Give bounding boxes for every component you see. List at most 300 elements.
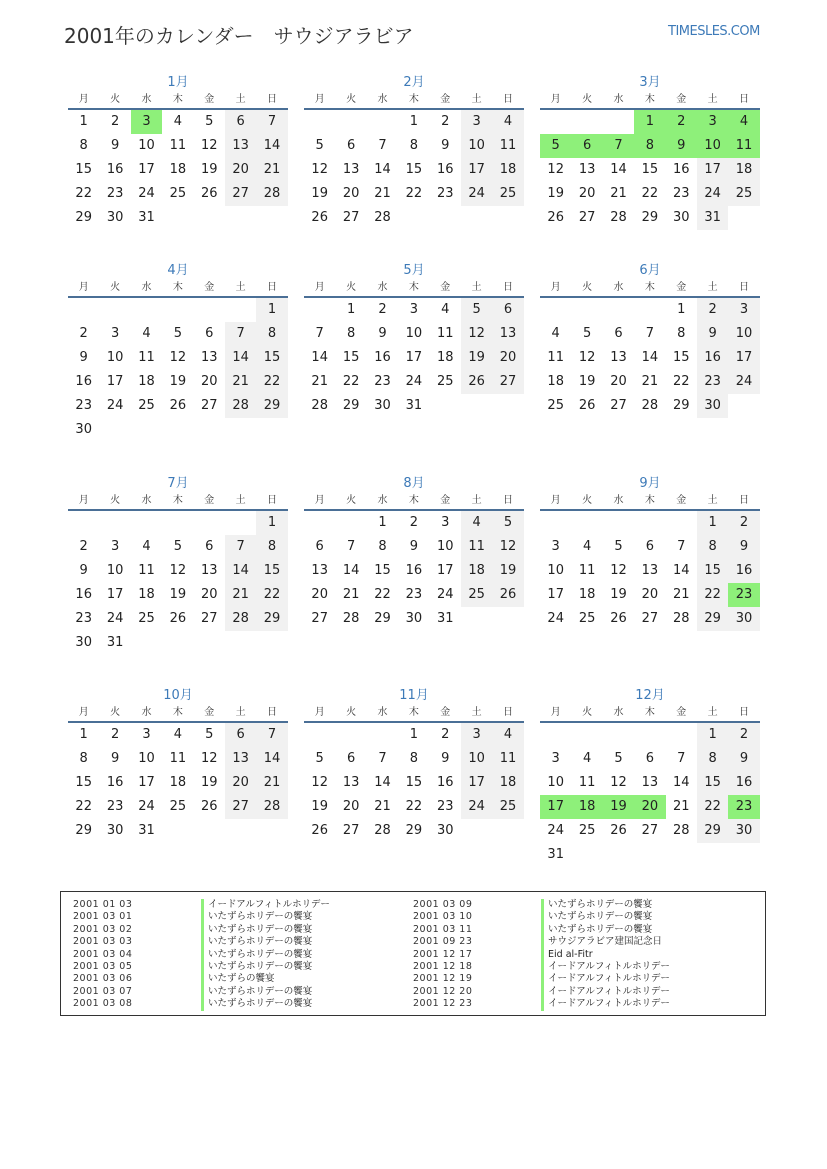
weekday-header [304,705,524,723]
week-row [304,206,524,230]
day-cell: 2 [441,727,450,742]
holiday-name: Eid al-Fitr [541,949,593,961]
day-cell: 28 [374,823,391,838]
day-cell: 3 [728,298,759,322]
weekday-label: 水 [377,495,388,506]
day-cell: 14 [225,346,256,370]
day-cell: 6 [492,298,523,322]
week-row [68,535,288,559]
day-cell: 1 [677,302,686,317]
week-row [540,298,760,322]
empty-cell [194,206,225,230]
weekday-label: 月 [314,282,325,293]
day-cell: 19 [578,374,596,389]
day-cell: 24 [106,611,124,626]
week-row [68,394,288,418]
holiday-date: 2001 03 05 [73,960,133,972]
day-cell: 9 [110,751,120,766]
day-cell: 17 [540,795,571,819]
day-cell: 10 [728,322,759,346]
weekday-label: 金 [204,282,215,293]
weekday-label: 金 [204,495,215,506]
weekday-header [540,280,760,298]
empty-cell [225,631,256,655]
day-cell: 14 [311,350,328,365]
weekday-label: 金 [440,94,451,105]
empty-cell [430,206,461,230]
legend-row [413,961,670,973]
holiday-date: 2001 01 03 [73,899,133,910]
day-cell: 15 [75,775,92,790]
day-cell: 1 [409,114,418,129]
day-cell: 28 [256,182,287,206]
week-row [540,206,760,230]
empty-cell [540,723,571,747]
day-cell: 6 [225,723,256,747]
day-cell: 23 [728,795,759,819]
month-6 [540,262,760,418]
day-cell: 8 [409,138,418,153]
weekday-label: 月 [314,707,325,718]
day-cell: 30 [728,819,759,843]
weekday-header [304,493,524,511]
day-cell: 19 [311,186,328,201]
holiday-name: いたずらホリデーの饗宴 [201,998,312,1010]
day-cell: 14 [256,134,287,158]
day-cell: 26 [200,799,218,814]
day-cell: 10 [461,747,492,771]
weekday-label: 金 [676,495,687,506]
empty-cell [304,298,335,322]
empty-cell [571,843,602,867]
day-cell: 21 [374,186,391,201]
day-cell: 7 [677,539,686,554]
holiday-name: いたずらホリデーの饗宴 [201,924,312,936]
weekday-label: 火 [582,282,593,293]
holiday-name: いたずらホリデーの饗宴 [201,986,312,998]
day-cell: 13 [492,322,523,346]
empty-cell [666,723,697,747]
weekday-label: 水 [377,282,388,293]
holiday-date: 2001 03 08 [73,998,133,1010]
day-cell: 9 [409,539,418,554]
empty-cell [571,723,602,747]
empty-cell [367,110,398,134]
day-cell: 6 [205,539,214,554]
day-cell: 23 [697,370,728,394]
day-cell: 27 [200,611,218,626]
week-row [68,346,288,370]
empty-cell [540,110,571,134]
holiday-date: 2001 03 03 [73,936,133,948]
day-cell: 8 [256,322,287,346]
holiday-date: 2001 12 20 [413,985,473,997]
legend-row [413,936,670,948]
day-cell: 15 [672,350,690,365]
empty-cell [335,511,366,535]
day-cell: 3 [697,110,728,134]
day-cell: 16 [106,162,124,177]
day-cell: 20 [610,374,627,389]
holiday-name: いたずらホリデーの饗宴 [201,949,312,961]
day-cell: 1 [79,727,88,742]
day-cell: 30 [697,394,728,418]
weekday-label: 木 [644,495,655,506]
week-row [68,418,288,442]
day-cell: 5 [461,298,492,322]
day-cell: 13 [342,162,360,177]
day-cell: 4 [551,326,560,341]
weekday-label: 日 [267,282,278,293]
day-cell: 9 [441,751,450,766]
day-cell: 12 [200,138,218,153]
week-row [68,322,288,346]
day-cell: 26 [461,370,492,394]
day-cell: 3 [110,539,120,554]
day-cell: 24 [436,587,454,602]
day-cell: 4 [492,110,523,134]
day-cell: 3 [409,302,418,317]
holiday-date: 2001 03 07 [73,985,133,997]
day-cell: 31 [697,206,728,230]
day-cell: 14 [225,559,256,583]
month-8 [304,475,524,631]
day-cell: 2 [110,114,120,129]
day-cell: 14 [672,563,690,578]
month-1 [68,74,288,230]
legend-row [413,998,670,1010]
day-cell: 24 [461,182,492,206]
weekday-header [304,280,524,298]
day-cell: 12 [578,350,596,365]
day-cell: 29 [75,823,92,838]
day-cell: 17 [697,158,728,182]
weekday-label: 日 [739,282,750,293]
day-cell: 5 [173,326,182,341]
week-row [68,511,288,535]
day-cell: 29 [75,210,92,225]
day-cell: 10 [138,138,155,153]
day-cell: 10 [106,563,124,578]
day-cell: 22 [697,795,728,819]
day-cell: 5 [173,539,182,554]
empty-cell [461,206,492,230]
day-cell: 14 [342,563,360,578]
day-cell: 29 [672,398,690,413]
day-cell: 22 [256,583,287,607]
empty-cell [194,511,225,535]
legend-row [73,899,330,911]
weekday-label: 日 [739,495,750,506]
day-cell: 27 [342,823,360,838]
day-cell: 4 [728,110,759,134]
day-cell: 19 [603,795,634,819]
day-cell: 31 [138,823,155,838]
weekday-label: 木 [172,707,183,718]
day-cell: 19 [200,775,218,790]
day-cell: 11 [492,134,523,158]
day-cell: 25 [728,182,759,206]
month-10 [68,687,288,843]
weekday-label: 火 [346,282,357,293]
day-cell: 30 [75,422,92,437]
day-cell: 20 [200,587,218,602]
weekday-label: 火 [346,495,357,506]
empty-cell [398,206,429,230]
day-cell: 28 [672,823,690,838]
day-cell: 13 [200,563,218,578]
holiday-name: いたずらの饗宴 [201,973,275,985]
legend-column-left [73,899,330,1011]
day-cell: 12 [547,162,564,177]
day-cell: 8 [256,535,287,559]
day-cell: 13 [610,350,627,365]
weekday-header [540,705,760,723]
day-cell: 18 [728,158,759,182]
empty-cell [728,843,759,867]
day-cell: 23 [728,583,759,607]
day-cell: 25 [578,823,596,838]
weekday-label: 金 [440,282,451,293]
day-cell: 3 [551,539,560,554]
day-cell: 16 [728,559,759,583]
day-cell: 22 [75,799,92,814]
empty-cell [131,298,162,322]
day-cell: 15 [75,162,92,177]
empty-cell [99,511,130,535]
day-cell: 18 [571,795,602,819]
weekday-label: 水 [141,94,152,105]
day-cell: 2 [666,110,697,134]
month-name: 8月 [403,476,425,491]
day-cell: 4 [492,723,523,747]
empty-cell [571,298,602,322]
day-cell: 27 [342,210,360,225]
weekday-label: 日 [503,707,514,718]
empty-cell [256,819,287,843]
month-name: 10月 [163,688,193,703]
week-row [68,771,288,795]
day-cell: 8 [346,326,356,341]
week-row [68,559,288,583]
month-name: 6月 [639,263,661,278]
day-cell: 17 [547,587,564,602]
week-row [304,322,524,346]
day-cell: 6 [614,326,623,341]
empty-cell [492,394,523,418]
day-cell: 13 [311,563,328,578]
day-cell: 11 [492,747,523,771]
day-cell: 17 [461,771,492,795]
day-cell: 18 [138,374,155,389]
month-name: 9月 [639,476,661,491]
day-cell: 7 [225,322,256,346]
week-row [540,370,760,394]
day-cell: 14 [256,747,287,771]
weekday-label: 土 [471,495,482,506]
day-cell: 15 [256,559,287,583]
day-cell: 22 [75,186,92,201]
week-row [540,511,760,535]
day-cell: 23 [75,398,92,413]
weekday-label: 土 [471,94,482,105]
day-cell: 13 [200,350,218,365]
empty-cell [603,723,634,747]
week-row [304,607,524,631]
weekday-label: 水 [141,707,152,718]
day-cell: 29 [641,210,659,225]
holiday-name: いたずらホリデーの饗宴 [201,936,312,948]
day-cell: 30 [436,823,454,838]
day-cell: 9 [378,326,387,341]
day-cell: 9 [79,563,88,578]
day-cell: 23 [374,374,391,389]
day-cell: 4 [142,539,151,554]
month-5 [304,262,524,418]
day-cell: 12 [200,751,218,766]
weekday-label: 月 [550,94,561,105]
legend-row [413,949,670,961]
day-cell: 3 [461,110,492,134]
day-cell: 31 [138,210,155,225]
day-cell: 8 [409,751,418,766]
day-cell: 26 [578,398,596,413]
weekday-label: 日 [739,94,750,105]
day-cell: 4 [173,114,182,129]
legend-row [73,961,330,973]
day-cell: 7 [603,134,634,158]
holiday-date: 2001 03 11 [413,923,473,935]
day-cell: 20 [225,771,256,795]
month-name: 5月 [403,263,425,278]
empty-cell [131,418,162,442]
day-cell: 6 [346,751,356,766]
day-cell: 22 [405,799,423,814]
empty-cell [697,843,728,867]
empty-cell [571,511,602,535]
empty-cell [461,394,492,418]
legend-row [73,924,330,936]
day-cell: 27 [225,795,256,819]
month-name: 4月 [167,263,189,278]
holiday-name: いたずらホリデーの饗宴 [541,924,652,936]
day-cell: 26 [169,611,187,626]
day-cell: 15 [342,350,360,365]
holiday-date: 2001 03 06 [73,973,133,985]
day-cell: 3 [131,110,162,134]
holiday-name: イードアルフィトルホリデー [541,961,670,973]
day-cell: 26 [311,210,328,225]
day-cell: 12 [492,535,523,559]
day-cell: 6 [205,326,214,341]
weekday-label: 日 [267,707,278,718]
day-cell: 6 [346,138,356,153]
day-cell: 13 [342,775,360,790]
empty-cell [603,511,634,535]
day-cell: 27 [578,210,596,225]
day-cell: 7 [378,751,387,766]
day-cell: 3 [441,515,450,530]
weekday-label: 水 [613,282,624,293]
weekday-label: 木 [644,707,655,718]
week-row [68,206,288,230]
weekday-label: 木 [408,282,419,293]
week-row [540,723,760,747]
day-cell: 16 [106,775,124,790]
weekday-label: 日 [503,94,514,105]
day-cell: 4 [582,751,592,766]
day-cell: 27 [641,611,659,626]
week-row [304,298,524,322]
holiday-name: いたずらホリデーの饗宴 [541,899,652,911]
day-cell: 27 [492,370,523,394]
weekday-header [68,92,288,110]
weekday-label: 火 [582,495,593,506]
week-row [540,110,760,134]
weekday-label: 火 [110,707,121,718]
day-cell: 7 [315,326,324,341]
week-row [540,182,760,206]
weekday-label: 水 [377,94,388,105]
day-cell: 11 [547,350,564,365]
day-cell: 29 [697,607,728,631]
day-cell: 12 [461,322,492,346]
empty-cell [99,418,130,442]
day-cell: 19 [200,162,218,177]
day-cell: 12 [169,350,187,365]
month-name: 2月 [403,75,425,90]
weekday-label: 土 [235,707,246,718]
week-row [540,322,760,346]
day-cell: 31 [405,398,423,413]
day-cell: 24 [728,370,759,394]
month-3 [540,74,760,230]
day-cell: 6 [315,539,324,554]
day-cell: 29 [405,823,423,838]
holiday-date: 2001 03 01 [73,911,133,923]
month-11 [304,687,524,843]
week-row [68,747,288,771]
day-cell: 15 [641,162,659,177]
day-cell: 19 [169,374,187,389]
legend-row [73,911,330,923]
day-cell: 1 [634,110,665,134]
empty-cell [225,206,256,230]
weekday-header [68,280,288,298]
site-logo[interactable]: TIMESLES.COM [668,24,760,39]
day-cell: 19 [169,587,187,602]
empty-cell [162,819,193,843]
day-cell: 29 [342,398,360,413]
day-cell: 30 [672,210,690,225]
legend-row [73,998,330,1010]
empty-cell [666,511,697,535]
day-cell: 11 [578,775,596,790]
empty-cell [603,298,634,322]
weekday-label: 金 [204,707,215,718]
week-row [304,394,524,418]
month-name: 12月 [635,688,665,703]
day-cell: 2 [728,511,759,535]
legend-row [413,899,670,911]
day-cell: 26 [311,823,328,838]
weekday-label: 火 [110,282,121,293]
day-cell: 17 [461,158,492,182]
weekday-label: 水 [613,495,624,506]
week-row [540,583,760,607]
day-cell: 16 [75,374,92,389]
day-cell: 30 [75,635,92,650]
